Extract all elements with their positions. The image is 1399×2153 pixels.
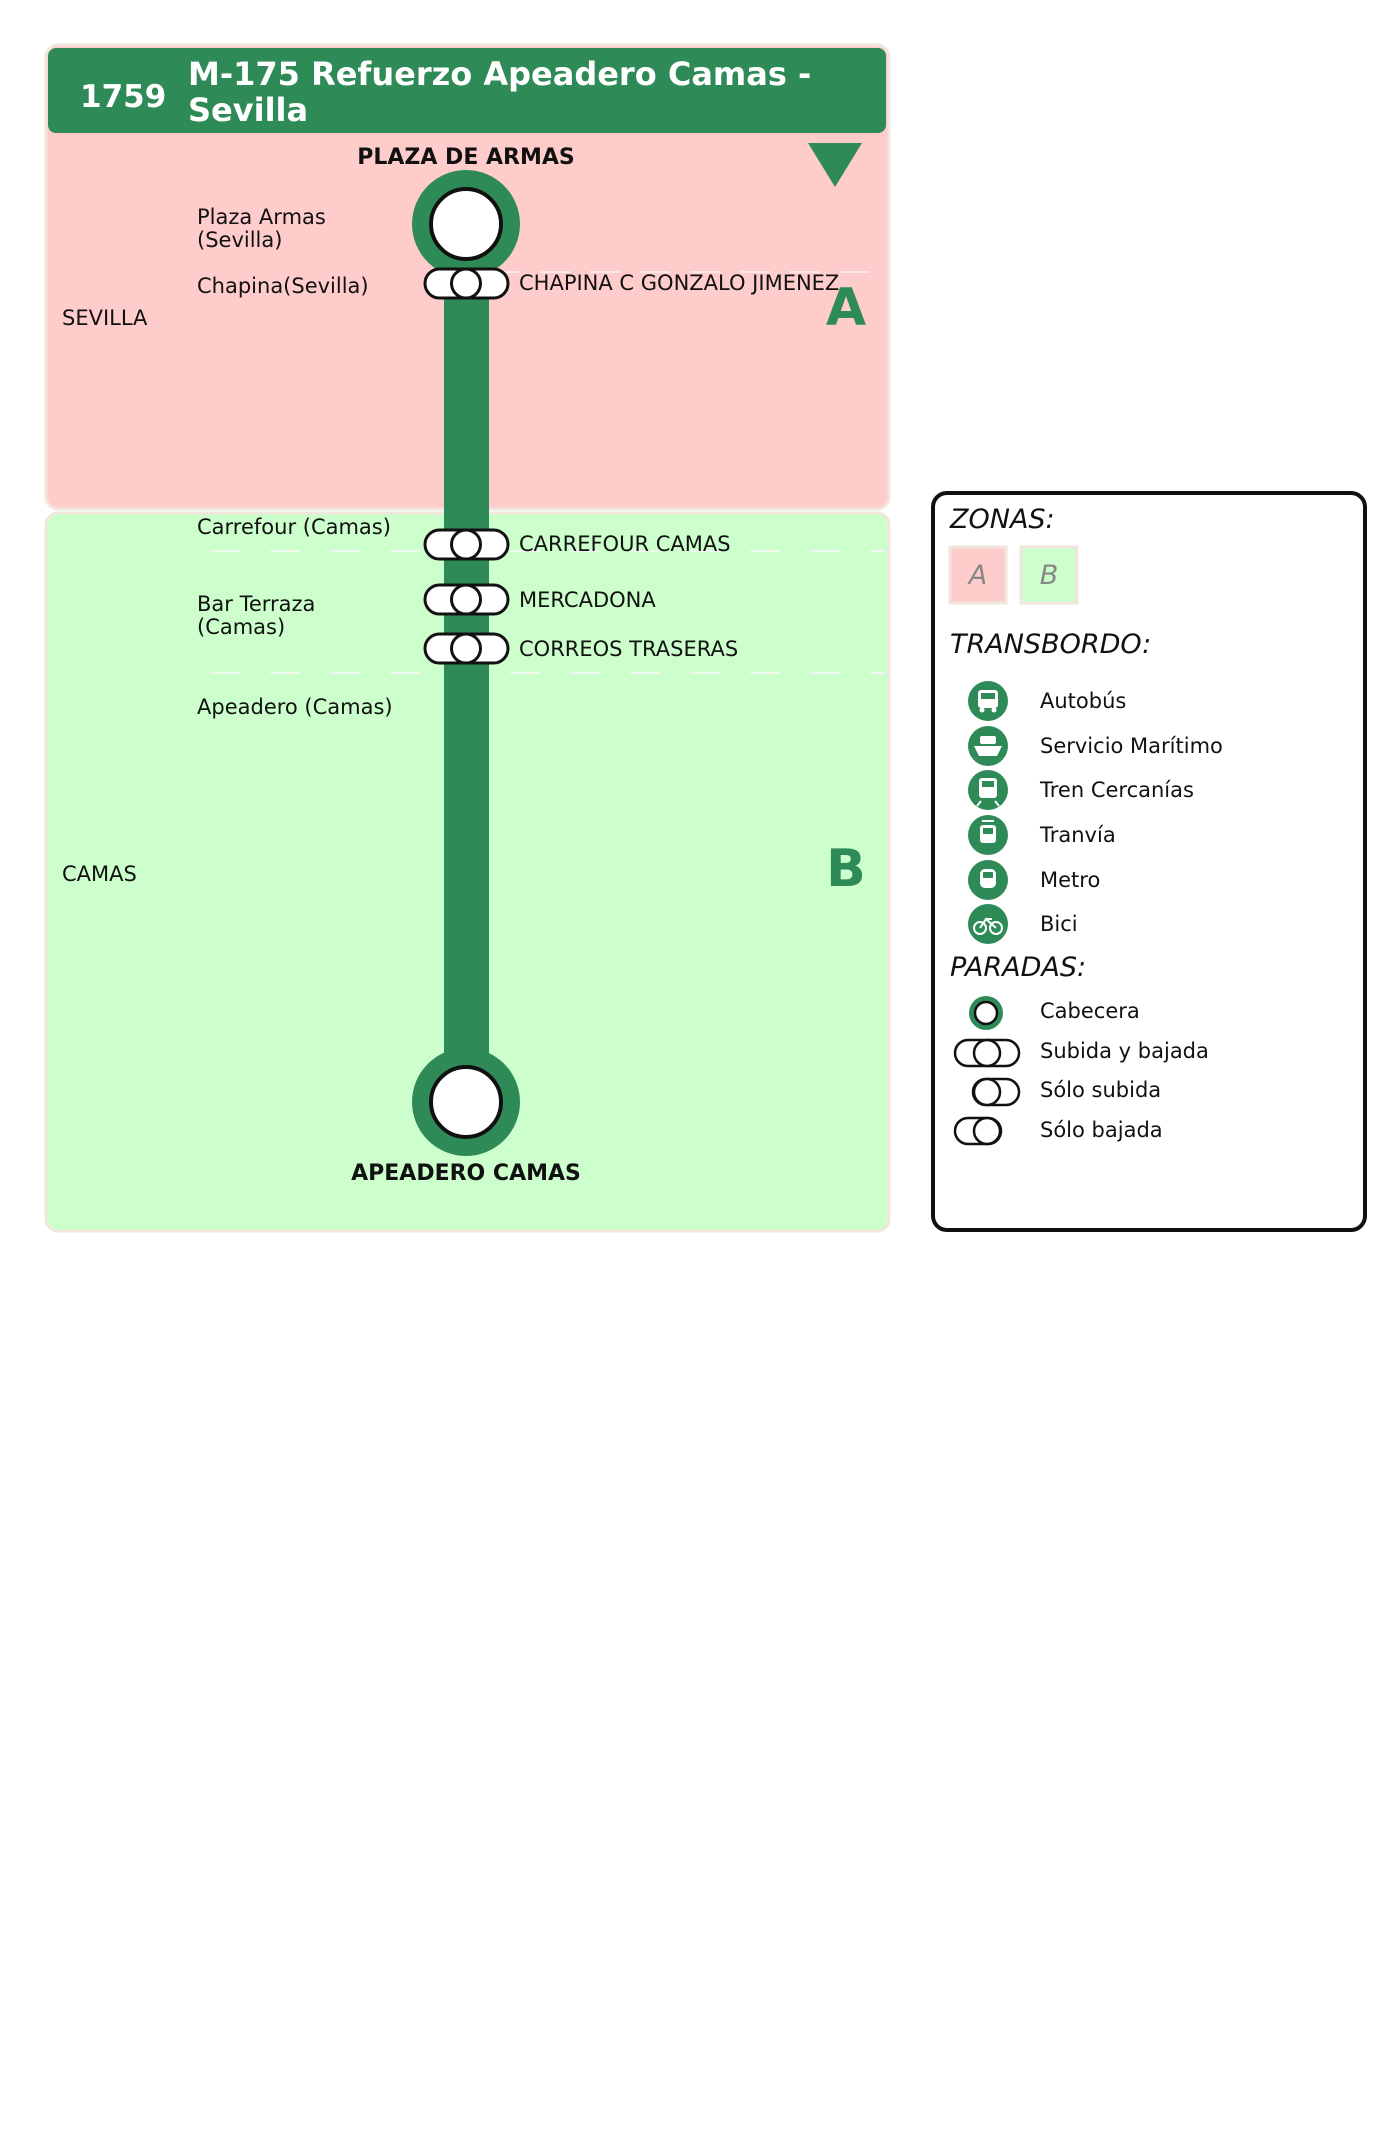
legend-parada-label: Sólo bajada xyxy=(1040,1118,1163,1142)
legend-zone-a-letter: A xyxy=(968,560,988,591)
legend-transbordo-label: Autobús xyxy=(1040,689,1127,713)
stop-label: CHAPINA C GONZALO JIMENEZ xyxy=(519,271,840,295)
municipality-sevilla: SEVILLA xyxy=(62,306,148,330)
legend-parada-label: Sólo subida xyxy=(1040,1078,1162,1102)
stop-label: MERCADONA xyxy=(519,588,656,612)
terminal-start-label: PLAZA DE ARMAS xyxy=(357,145,575,170)
legend-transbordo-label: Metro xyxy=(1040,868,1101,892)
route-name-line1: M-175 Refuerzo Apeadero Camas - xyxy=(188,55,812,93)
subida-bajada-stop xyxy=(425,269,508,298)
metro-icon xyxy=(968,860,1008,900)
bus-icon xyxy=(968,681,1008,721)
cabecera-stop-start-inner xyxy=(431,189,501,259)
cabecera-stop-icon xyxy=(969,996,1003,1030)
terminal-end-label: APEADERO CAMAS xyxy=(351,1161,581,1186)
municipality-camas: CAMAS xyxy=(62,862,137,886)
solo-bajada-stop-icon xyxy=(955,1118,1001,1144)
legend-zonas-title: ZONAS: xyxy=(950,504,1055,535)
legend-transbordo-label: Servicio Marítimo xyxy=(1040,734,1223,758)
stop-name: Chapina(Sevilla) xyxy=(197,274,369,298)
subida-bajada-stop-icon xyxy=(955,1040,1019,1066)
cabecera-stop-end-inner xyxy=(431,1067,501,1137)
stop-name: (Sevilla) xyxy=(197,228,283,252)
stop-name: (Camas) xyxy=(197,615,286,639)
solo-subida-stop-icon xyxy=(973,1079,1019,1105)
bike-icon xyxy=(968,904,1008,944)
legend-paradas-title: PARADAS: xyxy=(950,952,1087,983)
stop-name: Plaza Armas xyxy=(197,205,326,229)
stop-name: Apeadero (Camas) xyxy=(197,695,393,719)
subida-bajada-stop xyxy=(425,634,508,663)
legend-parada-label: Subida y bajada xyxy=(1040,1039,1209,1063)
subida-bajada-stop xyxy=(425,585,508,614)
route-name-line2: Sevilla xyxy=(188,91,309,129)
stop-label: CORREOS TRASERAS xyxy=(519,637,739,661)
boat-icon xyxy=(968,726,1008,766)
zone-letter-b: B xyxy=(826,839,866,899)
legend-transbordo-label: Tren Cercanías xyxy=(1040,778,1194,802)
legend-zone-b-letter: B xyxy=(1039,560,1059,591)
legend-transbordo-label: Tranvía xyxy=(1040,823,1116,847)
tram-icon xyxy=(968,815,1008,855)
subida-bajada-stop xyxy=(425,530,508,559)
zone-letter-a: A xyxy=(825,278,867,338)
legend-parada-label: Cabecera xyxy=(1040,999,1140,1023)
stop-name: Carrefour (Camas) xyxy=(197,515,391,539)
stop-name: Bar Terraza xyxy=(197,592,316,616)
legend-transbordo-title: TRANSBORDO: xyxy=(950,629,1152,660)
stop-label: CARREFOUR CAMAS xyxy=(519,532,731,556)
route-number: 1759 xyxy=(80,79,167,115)
train-icon xyxy=(968,770,1008,810)
legend-transbordo-label: Bici xyxy=(1040,912,1078,936)
